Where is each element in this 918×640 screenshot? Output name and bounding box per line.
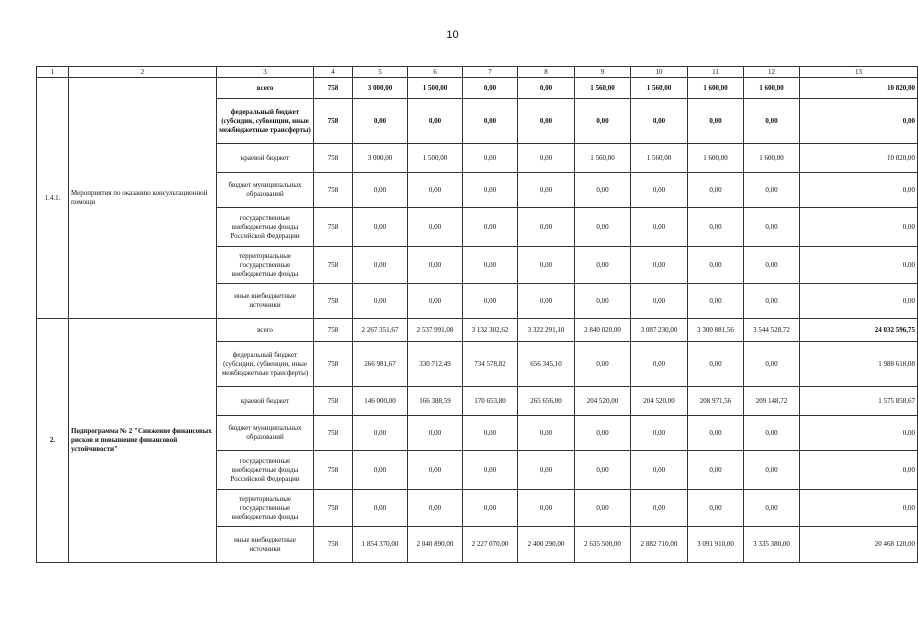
year-value: 0,00 bbox=[688, 416, 744, 451]
budget-code: 758 bbox=[314, 387, 353, 416]
year-value: 0,00 bbox=[518, 173, 575, 208]
year-value: 1 500,00 bbox=[408, 78, 463, 99]
total-value: 1 988 618,08 bbox=[800, 342, 918, 387]
year-value: 656 345,10 bbox=[518, 342, 575, 387]
total-value: 0,00 bbox=[800, 284, 918, 319]
budget-code: 758 bbox=[314, 342, 353, 387]
column-number: 1 bbox=[37, 67, 69, 78]
year-value: 0,00 bbox=[631, 208, 688, 247]
budget-code: 758 bbox=[314, 144, 353, 173]
year-value: 204 520,00 bbox=[575, 387, 631, 416]
year-value: 1 560,00 bbox=[575, 78, 631, 99]
year-value: 0,00 bbox=[744, 342, 800, 387]
year-value: 0,00 bbox=[631, 342, 688, 387]
year-value: 2 040 890,00 bbox=[408, 527, 463, 563]
year-value: 0,00 bbox=[353, 284, 408, 319]
year-value: 0,00 bbox=[518, 451, 575, 490]
year-value: 2 537 991,08 bbox=[408, 319, 463, 342]
year-value: 1 560,00 bbox=[575, 144, 631, 173]
year-value: 3 000,00 bbox=[353, 78, 408, 99]
year-value: 0,00 bbox=[575, 284, 631, 319]
year-value: 3 300 881,56 bbox=[688, 319, 744, 342]
column-number: 12 bbox=[744, 67, 800, 78]
year-value: 0,00 bbox=[688, 284, 744, 319]
year-value: 0,00 bbox=[463, 208, 518, 247]
year-value: 0,00 bbox=[408, 490, 463, 527]
year-value: 0,00 bbox=[518, 247, 575, 284]
column-number-row bbox=[37, 67, 918, 78]
year-value: 0,00 bbox=[353, 247, 408, 284]
year-value: 0,00 bbox=[631, 173, 688, 208]
year-value: 0,00 bbox=[575, 99, 631, 144]
funding-source: государственные внебюджетные фонды Российской Федерации bbox=[217, 208, 314, 247]
year-value: 0,00 bbox=[463, 451, 518, 490]
funding-source: федеральный бюджет (субсидии, субвенции, иные межбюджетные трансферты) bbox=[217, 342, 314, 387]
column-number: 7 bbox=[463, 67, 518, 78]
year-value: 170 653,80 bbox=[463, 387, 518, 416]
total-value: 10 820,00 bbox=[800, 144, 918, 173]
year-value: 1 600,00 bbox=[688, 78, 744, 99]
budget-code: 758 bbox=[314, 284, 353, 319]
item-number: 1.4.1. bbox=[37, 78, 69, 319]
budget-code: 758 bbox=[314, 527, 353, 563]
total-value: 0,00 bbox=[800, 416, 918, 451]
year-value: 0,00 bbox=[575, 208, 631, 247]
year-value: 0,00 bbox=[631, 99, 688, 144]
year-value: 0,00 bbox=[631, 451, 688, 490]
year-value: 0,00 bbox=[744, 416, 800, 451]
year-value: 1 500,00 bbox=[408, 144, 463, 173]
column-number: 4 bbox=[314, 67, 353, 78]
year-value: 0,00 bbox=[408, 208, 463, 247]
year-value: 0,00 bbox=[408, 451, 463, 490]
year-value: 0,00 bbox=[744, 247, 800, 284]
year-value: 2 267 351,67 bbox=[353, 319, 408, 342]
year-value: 0,00 bbox=[408, 99, 463, 144]
total-value: 0,00 bbox=[800, 490, 918, 527]
year-value: 0,00 bbox=[353, 99, 408, 144]
year-value: 0,00 bbox=[631, 416, 688, 451]
year-value: 0,00 bbox=[744, 208, 800, 247]
total-value: 0,00 bbox=[800, 99, 918, 144]
column-number: 9 bbox=[575, 67, 631, 78]
year-value: 0,00 bbox=[518, 284, 575, 319]
column-number: 5 bbox=[353, 67, 408, 78]
funding-source: бюджет муниципальных образований bbox=[217, 416, 314, 451]
year-value: 0,00 bbox=[353, 208, 408, 247]
year-value: 0,00 bbox=[631, 247, 688, 284]
funding-source: территориальные государственные внебюджетные фонды bbox=[217, 490, 314, 527]
year-value: 0,00 bbox=[575, 342, 631, 387]
year-value: 0,00 bbox=[463, 284, 518, 319]
year-value: 0,00 bbox=[688, 173, 744, 208]
budget-code: 758 bbox=[314, 490, 353, 527]
year-value: 2 400 290,00 bbox=[518, 527, 575, 563]
year-value: 0,00 bbox=[688, 208, 744, 247]
year-value: 0,00 bbox=[463, 247, 518, 284]
funding-source: территориальные государственные внебюджетные фонды bbox=[217, 247, 314, 284]
year-value: 0,00 bbox=[744, 173, 800, 208]
total-value: 0,00 bbox=[800, 451, 918, 490]
year-value: 0,00 bbox=[688, 99, 744, 144]
year-value: 0,00 bbox=[463, 78, 518, 99]
budget-code: 758 bbox=[314, 319, 353, 342]
funding-source: всего bbox=[217, 319, 314, 342]
year-value: 3 087 230,00 bbox=[631, 319, 688, 342]
year-value: 0,00 bbox=[463, 144, 518, 173]
year-value: 0,00 bbox=[408, 284, 463, 319]
budget-code: 758 bbox=[314, 173, 353, 208]
year-value: 2 882 710,00 bbox=[631, 527, 688, 563]
year-value: 0,00 bbox=[463, 99, 518, 144]
total-value: 0,00 bbox=[800, 247, 918, 284]
year-value: 0,00 bbox=[518, 490, 575, 527]
year-value: 0,00 bbox=[744, 99, 800, 144]
funding-source: всего bbox=[217, 78, 314, 99]
year-value: 209 148,72 bbox=[744, 387, 800, 416]
year-value: 3 322 291,10 bbox=[518, 319, 575, 342]
year-value: 0,00 bbox=[744, 451, 800, 490]
item-number: 2. bbox=[37, 319, 69, 563]
year-value: 208 971,56 bbox=[688, 387, 744, 416]
total-value: 10 820,00 bbox=[800, 78, 918, 99]
year-value: 166 388,59 bbox=[408, 387, 463, 416]
funding-source: государственные внебюджетные фонды Российской Федерации bbox=[217, 451, 314, 490]
funding-source: иные внебюджетные источники bbox=[217, 527, 314, 563]
year-value: 0,00 bbox=[575, 416, 631, 451]
column-number: 10 bbox=[631, 67, 688, 78]
year-value: 0,00 bbox=[518, 416, 575, 451]
year-value: 0,00 bbox=[463, 416, 518, 451]
year-value: 0,00 bbox=[688, 451, 744, 490]
year-value: 0,00 bbox=[575, 173, 631, 208]
funding-source: краевой бюджет bbox=[217, 387, 314, 416]
budget-code: 758 bbox=[314, 451, 353, 490]
funding-source: бюджет муниципальных образований bbox=[217, 173, 314, 208]
year-value: 1 560,00 bbox=[631, 144, 688, 173]
year-value: 0,00 bbox=[631, 284, 688, 319]
year-value: 0,00 bbox=[518, 208, 575, 247]
budget-table bbox=[36, 66, 918, 563]
total-value: 0,00 bbox=[800, 208, 918, 247]
year-value: 0,00 bbox=[575, 451, 631, 490]
year-value: 0,00 bbox=[353, 416, 408, 451]
total-value: 24 032 596,75 bbox=[800, 319, 918, 342]
year-value: 0,00 bbox=[744, 284, 800, 319]
column-number: 2 bbox=[69, 67, 217, 78]
total-value: 0,00 bbox=[800, 173, 918, 208]
budget-code: 758 bbox=[314, 247, 353, 284]
column-number: 11 bbox=[688, 67, 744, 78]
year-value: 2 635 500,00 bbox=[575, 527, 631, 563]
year-value: 2 840 020,00 bbox=[575, 319, 631, 342]
year-value: 0,00 bbox=[408, 247, 463, 284]
year-value: 734 578,82 bbox=[463, 342, 518, 387]
budget-code: 758 bbox=[314, 208, 353, 247]
year-value: 204 520,00 bbox=[631, 387, 688, 416]
year-value: 3 335 380,00 bbox=[744, 527, 800, 563]
page-number: 10 bbox=[446, 29, 459, 41]
column-number: 13 bbox=[800, 67, 918, 78]
year-value: 0,00 bbox=[353, 451, 408, 490]
table-row bbox=[37, 319, 918, 342]
year-value: 0,00 bbox=[688, 490, 744, 527]
year-value: 0,00 bbox=[463, 490, 518, 527]
year-value: 0,00 bbox=[631, 490, 688, 527]
year-value: 2 227 070,00 bbox=[463, 527, 518, 563]
year-value: 3 544 528,72 bbox=[744, 319, 800, 342]
total-value: 20 468 120,00 bbox=[800, 527, 918, 563]
year-value: 0,00 bbox=[353, 173, 408, 208]
year-value: 0,00 bbox=[408, 173, 463, 208]
funding-source: иные внебюджетные источники bbox=[217, 284, 314, 319]
budget-code: 758 bbox=[314, 416, 353, 451]
year-value: 0,00 bbox=[463, 173, 518, 208]
funding-source: краевой бюджет bbox=[217, 144, 314, 173]
year-value: 265 656,00 bbox=[518, 387, 575, 416]
year-value: 0,00 bbox=[518, 144, 575, 173]
item-name: Подпрограмма № 2 "Снижение финансовых рисков и повышение финансовой устойчивости" bbox=[69, 319, 217, 563]
column-number: 3 bbox=[217, 67, 314, 78]
year-value: 1 600,00 bbox=[688, 144, 744, 173]
budget-code: 758 bbox=[314, 99, 353, 144]
total-value: 1 575 858,67 bbox=[800, 387, 918, 416]
budget-code: 758 bbox=[314, 78, 353, 99]
funding-source: федеральный бюджет (субсидии, субвенции, иные межбюджетные трансферты) bbox=[217, 99, 314, 144]
year-value: 3 000,00 bbox=[353, 144, 408, 173]
year-value: 146 000,00 bbox=[353, 387, 408, 416]
year-value: 0,00 bbox=[688, 247, 744, 284]
item-name: Мероприятия по оказанию консультационной помощи bbox=[69, 78, 217, 319]
year-value: 0,00 bbox=[575, 247, 631, 284]
year-value: 0,00 bbox=[518, 78, 575, 99]
year-value: 0,00 bbox=[688, 342, 744, 387]
year-value: 1 600,00 bbox=[744, 78, 800, 99]
year-value: 1 560,00 bbox=[631, 78, 688, 99]
year-value: 0,00 bbox=[575, 490, 631, 527]
year-value: 3 132 302,62 bbox=[463, 319, 518, 342]
year-value: 266 981,67 bbox=[353, 342, 408, 387]
year-value: 0,00 bbox=[744, 490, 800, 527]
year-value: 0,00 bbox=[408, 416, 463, 451]
table-row bbox=[37, 78, 918, 99]
year-value: 0,00 bbox=[518, 99, 575, 144]
year-value: 330 712,49 bbox=[408, 342, 463, 387]
year-value: 0,00 bbox=[353, 490, 408, 527]
year-value: 3 091 910,00 bbox=[688, 527, 744, 563]
year-value: 1 600,00 bbox=[744, 144, 800, 173]
year-value: 1 854 370,00 bbox=[353, 527, 408, 563]
column-number: 8 bbox=[518, 67, 575, 78]
column-number: 6 bbox=[408, 67, 463, 78]
